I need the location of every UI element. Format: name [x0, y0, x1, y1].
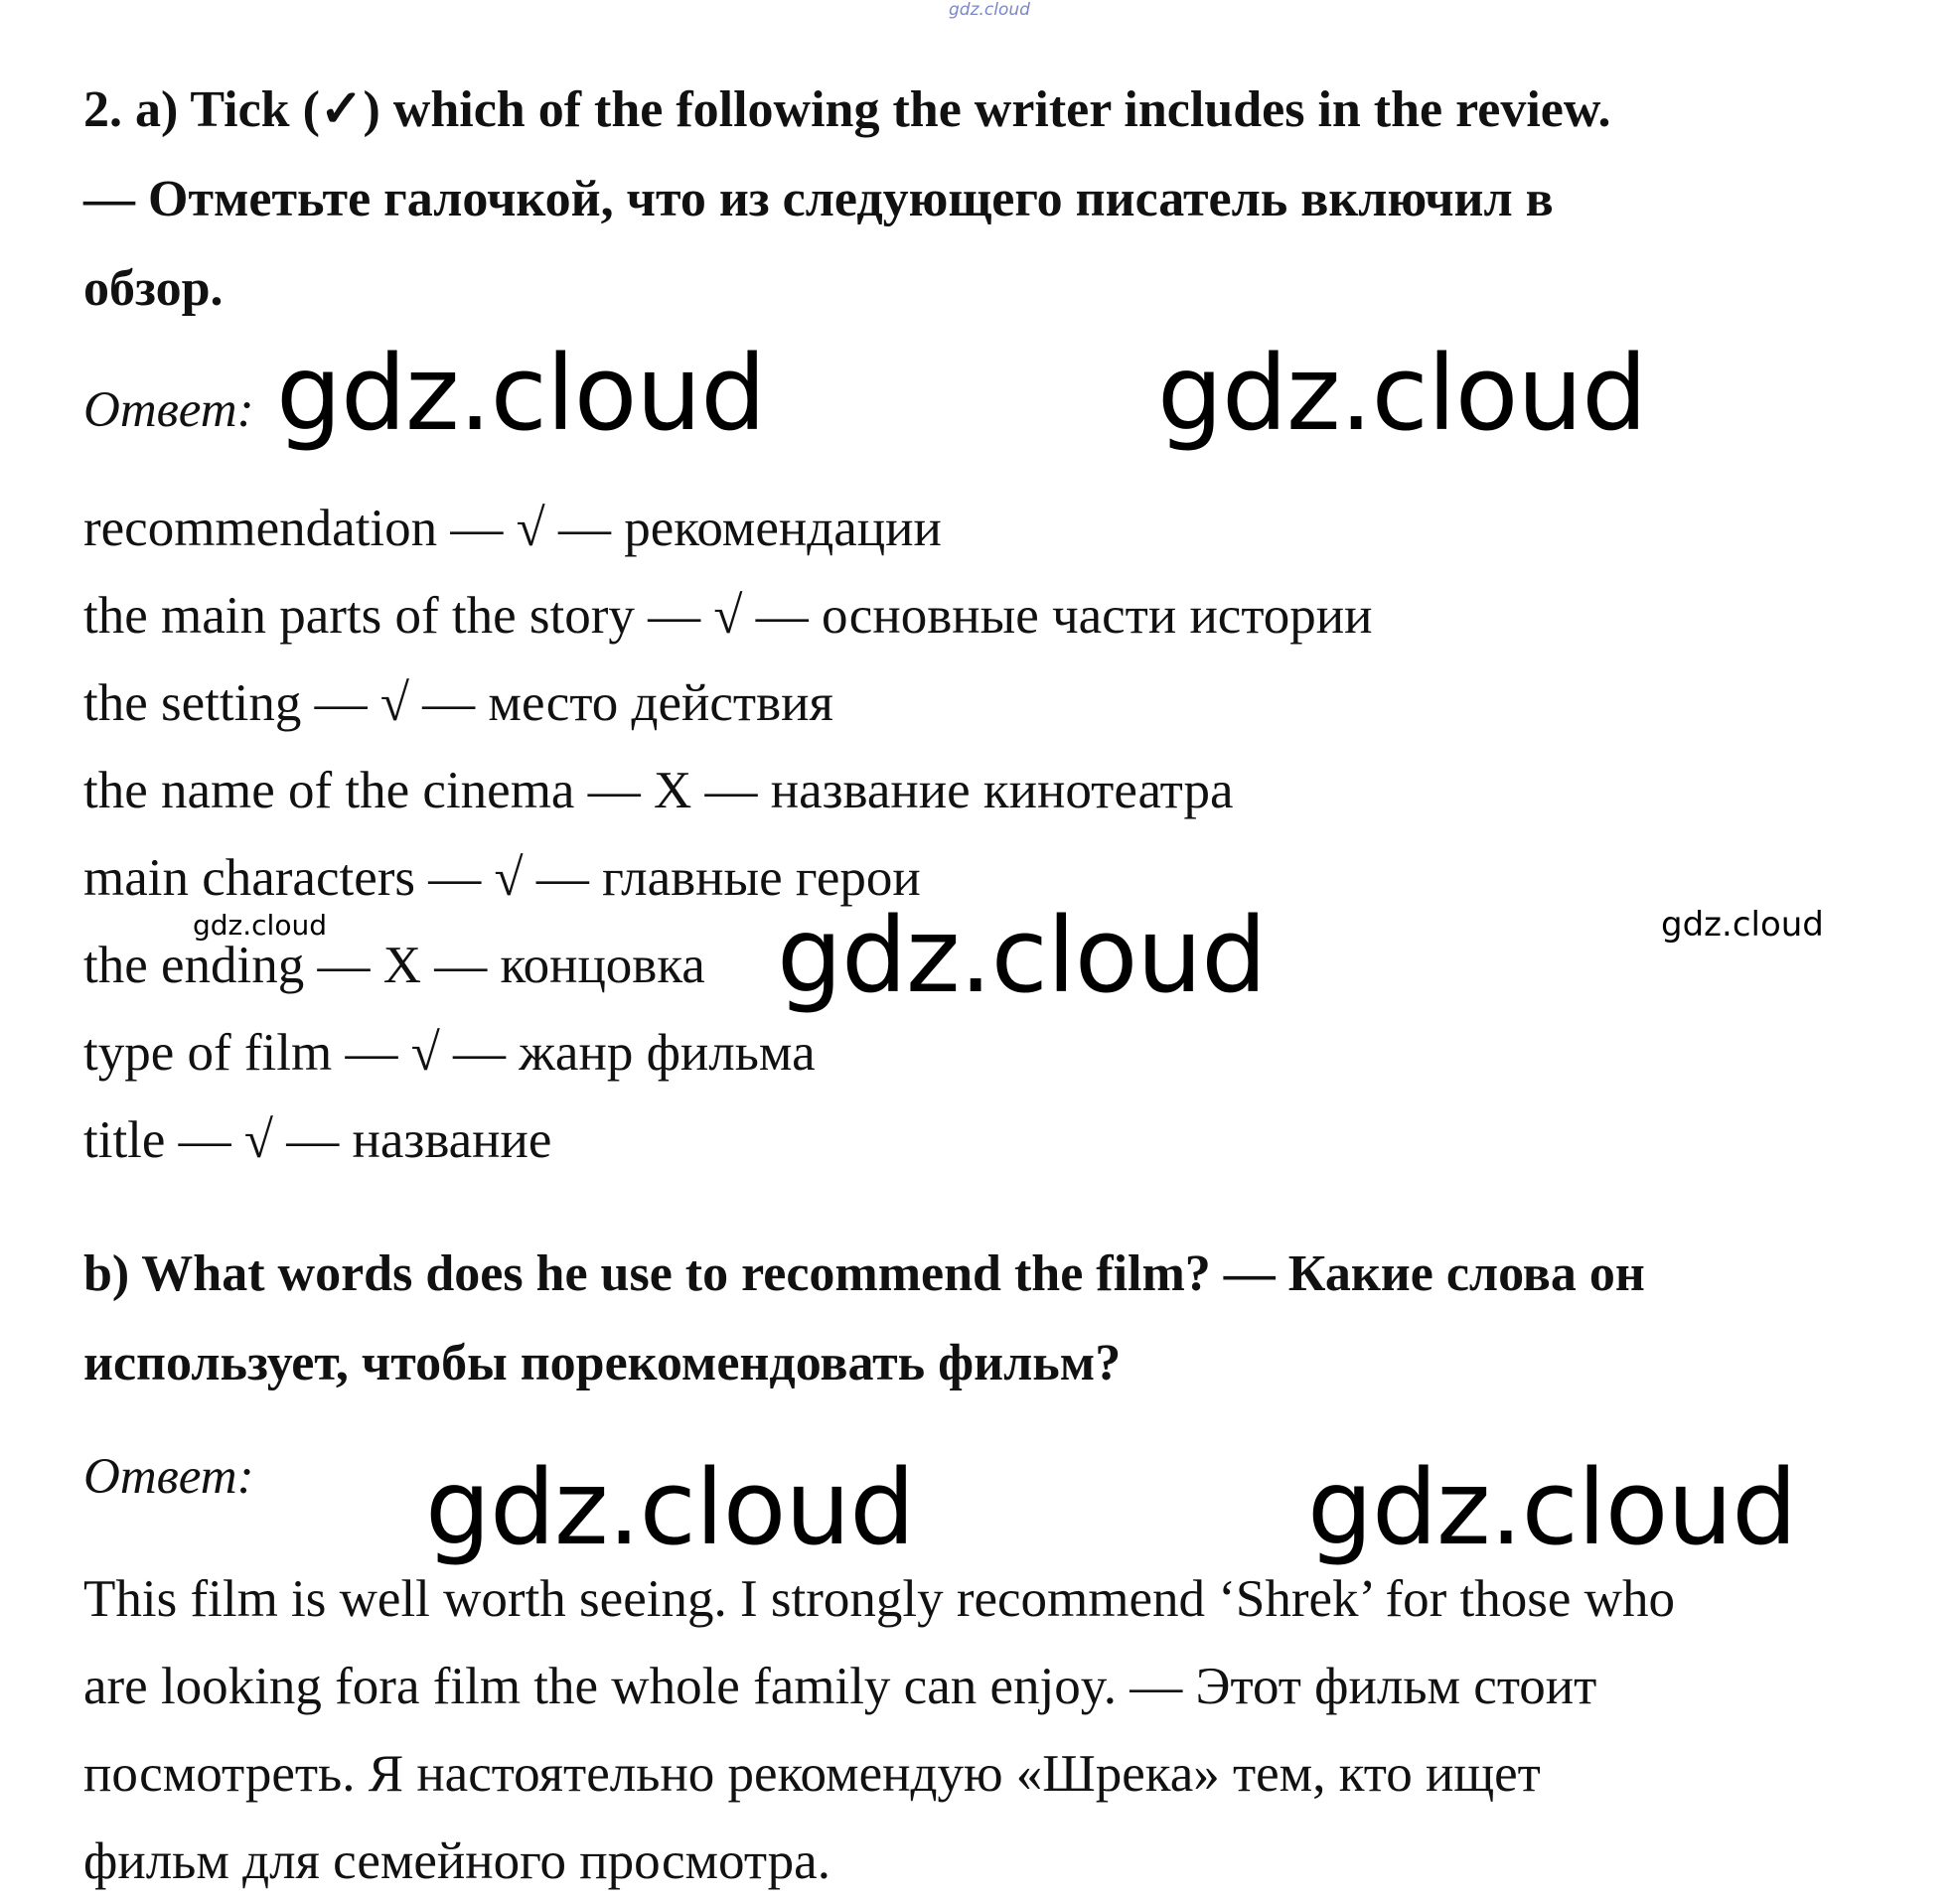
- task-b-heading-line-2: использует, чтобы порекомендовать фильм?: [83, 1335, 1122, 1391]
- watermark: gdz.cloud: [276, 333, 766, 454]
- answer-line: посмотреть. Я настоятельно рекомендую «Шрека» тем, кто ищет: [83, 1745, 1541, 1803]
- task-a-heading-line-3: обзор.: [83, 260, 224, 317]
- list-item: main characters — √ — главные герои: [83, 849, 921, 907]
- task-b-answer-label: Ответ:: [83, 1449, 254, 1505]
- answer-line: are looking fora film the whole family can enjoy. — Этот фильм стоит: [83, 1658, 1597, 1715]
- list-item: recommendation — √ — рекомендации: [83, 500, 942, 557]
- list-item: title — √ — название: [83, 1111, 552, 1169]
- task-a-heading-line-2: — Отметьте галочкой, что из следующего писатель включил в: [83, 171, 1554, 227]
- watermark: gdz.cloud: [777, 895, 1267, 1016]
- watermark: gdz.cloud: [425, 1447, 915, 1568]
- task-a-answer-label: Ответ:: [83, 382, 254, 438]
- list-item: type of film — √ — жанр фильма: [83, 1024, 816, 1082]
- task-b-heading-line-1: b) What words does he use to recommend the film? — Какие слова он: [83, 1245, 1645, 1302]
- watermark-top: gdz.cloud: [949, 0, 1030, 20]
- list-item: the main parts of the story — √ — основные части истории: [83, 587, 1373, 645]
- watermark: gdz.cloud: [1157, 333, 1647, 454]
- watermark: gdz.cloud: [193, 909, 327, 942]
- watermark: gdz.cloud: [1661, 905, 1824, 945]
- list-item: the setting — √ — место действия: [83, 674, 833, 732]
- watermark: gdz.cloud: [1307, 1447, 1797, 1568]
- task-a-heading-line-1: 2. a) Tick (✓) which of the following the writer includes in the review.: [83, 81, 1611, 138]
- list-item: the name of the cinema — X — название кинотеатра: [83, 762, 1234, 819]
- answer-line: This film is well worth seeing. I strongly recommend ‘Shrek’ for those who: [83, 1570, 1675, 1628]
- list-item: the ending — X — концовка: [83, 937, 705, 994]
- answer-line: фильм для семейного просмотра.: [83, 1832, 830, 1890]
